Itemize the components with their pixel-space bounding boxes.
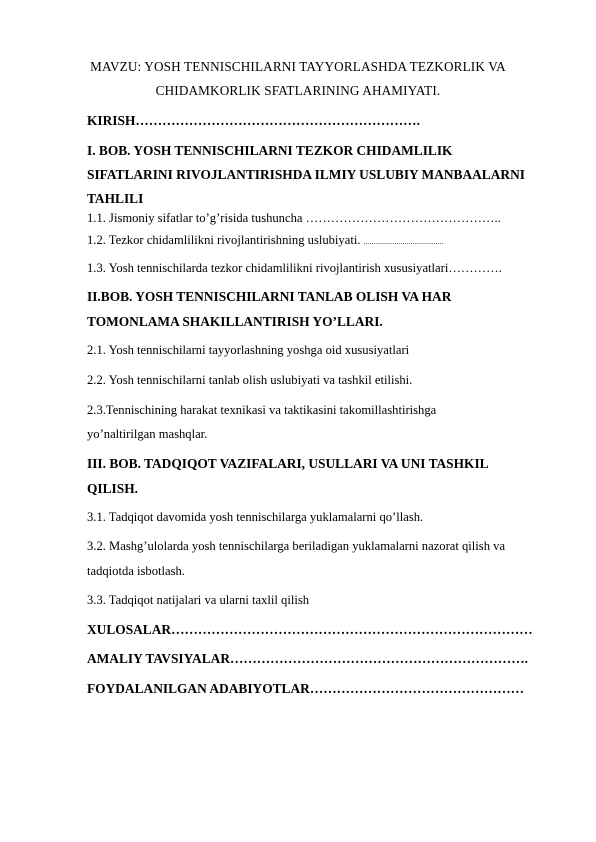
document-title-line-2: CHIDAMKORLIK SFATLARINING AHAMIYATI. [155,83,441,98]
toc-section-3-3: 3.3. Tadqiqot natijalari va ularni taxlil qilish [87,593,310,607]
toc-chapter-1-title-line-1: I. BOB. YOSH TENNISCHILARNI TEZKOR CHIDAMLILIK [87,143,453,158]
toc-section-3-2-line-2: tadqiotda isbotlash. [87,564,185,578]
toc-section-2-1: 2.1. Yosh tennischilarni tayyorlashning yoshga oid xususiyatlari [87,343,410,357]
toc-chapter-2-title-line-2: TOMONLAMA SHAKILLANTIRISH YO’LLARI. [87,314,383,329]
toc-section-1-1: 1.1. Jismoniy sifatlar to’g’risida tushuncha ……………………………………….. [87,211,501,225]
toc-section-1-2 [87,233,444,248]
toc-chapter-3-title-line-2: QILISH. [87,481,138,496]
toc-chapter-3-title-line-1: III. BOB. TADQIQOT VAZIFALARI, USULLARI VA UNI TASHKIL [87,456,489,471]
toc-section-2-3-line-1: 2.3.Tennischining harakat texnikasi va taktikasini takomillashtirishga [87,403,437,417]
toc-references: FOYDALANILGAN ADABIYOTLAR………………………………………… [87,681,525,696]
toc-conclusions: XULOSALAR……………………………………………………………………… [87,622,533,637]
toc-chapter-2-title-line-1: II.BOB. YOSH TENNISCHILARNI TANLAB OLISH VA HAR [87,289,452,304]
toc-section-3-2-line-1: 3.2. Mashg’ulolarda yosh tennischilarga beriladigan yuklamalarni nazorat qilish va [87,539,506,553]
toc-intro: KIRISH………………………………………………………. [87,113,420,128]
toc-section-2-3-line-2: yo’naltirilgan mashqlar. [87,427,208,441]
toc-section-2-2: 2.2. Yosh tennischilarni tanlab olish uslubiyati va tashkil etilishi. [87,373,413,387]
toc-section-1-2-text: 1.2. Tezkor chidamlilikni rivojlantirishning uslubiyati. [87,233,364,247]
toc-section-1-3: 1.3. Yosh tennischilarda tezkor chidamlilikni rivojlantirish xususiyatlari…………. [87,261,502,275]
toc-chapter-1-title-line-2: SIFATLARINI RIVOJLANTIRISHDA ILMIY USLUBIY MANBAALARNI [87,167,525,182]
toc-section-3-1: 3.1. Tadqiqot davomida yosh tennischilarga yuklamalarni qo’llash. [87,510,424,524]
toc-recommendations: AMALIY TAVSIYALAR…………………………………………………………. [87,651,528,666]
toc-section-1-2-dots: ......................................... [363,238,444,246]
document-title-line-1: MAVZU: YOSH TENNISCHILARNI TAYYORLASHDA TEZKORLIK VA [90,59,506,74]
toc-chapter-1-title-line-3: TAHLILI [87,191,144,206]
